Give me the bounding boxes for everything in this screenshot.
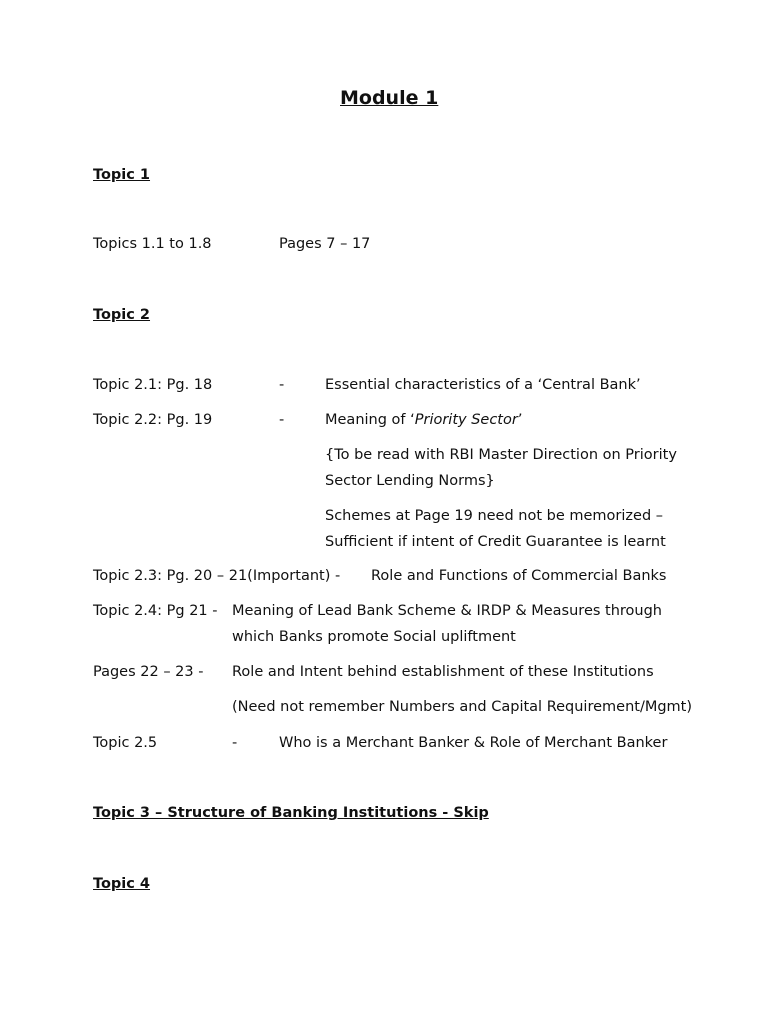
topic2-2-desc-italic: Priority Sector	[414, 412, 518, 428]
pages-22-23-label: Pages 22 – 23 -	[93, 664, 204, 680]
topic2-2-desc	[325, 411, 522, 429]
topic1-row-pages: Pages 7 – 17	[279, 236, 371, 252]
topic2-2-note1-line2: Sector Lending Norms}	[325, 473, 495, 489]
topic2-1-label: Topic 2.1: Pg. 18	[93, 377, 213, 393]
topic2-2-note2-line2: Sufficient if intent of Credit Guarantee is learnt	[325, 534, 666, 550]
topic2-2-dash: -	[279, 412, 285, 428]
pages-22-23-desc: Role and Intent behind establishment of these Institutions	[232, 664, 654, 680]
topic2-5-label: Topic 2.5	[93, 735, 158, 751]
topic2-2-note1-line1: {To be read with RBI Master Direction on Priority	[325, 447, 677, 463]
topic2-3-desc: Role and Functions of Commercial Banks	[371, 568, 667, 584]
topic2-5-dash: -	[232, 735, 238, 751]
topic2-2-label: Topic 2.2: Pg. 19	[93, 412, 213, 428]
topic2-2-note2-line1: Schemes at Page 19 need not be memorized –	[325, 508, 664, 524]
topic2-1-desc: Essential characteristics of a ‘Central Bank’	[325, 377, 641, 393]
topic2-4-desc-line2: which Banks promote Social upliftment	[232, 629, 516, 645]
topic1-row-label: Topics 1.1 to 1.8	[93, 236, 212, 252]
page-title: Module 1	[340, 87, 439, 109]
pages-22-23-note: (Need not remember Numbers and Capital Requirement/Mgmt)	[232, 699, 693, 715]
topic2-2-desc-suffix: ’	[517, 412, 523, 428]
topic3-heading: Topic 3 – Structure of Banking Institutions - Skip	[93, 805, 489, 821]
topic2-4-label: Topic 2.4: Pg 21 -	[93, 603, 218, 619]
topic2-2-desc-prefix: Meaning of ‘	[325, 412, 415, 428]
topic4-heading: Topic 4	[93, 876, 151, 892]
topic2-1-dash: -	[279, 377, 285, 393]
topic2-heading: Topic 2	[93, 307, 151, 323]
topic2-5-desc: Who is a Merchant Banker & Role of Merchant Banker	[279, 735, 668, 751]
topic2-4-desc-line1: Meaning of Lead Bank Scheme & IRDP & Measures through	[232, 603, 663, 619]
topic1-heading: Topic 1	[93, 167, 151, 183]
topic2-3-label: Topic 2.3: Pg. 20 – 21(Important) -	[93, 568, 341, 584]
